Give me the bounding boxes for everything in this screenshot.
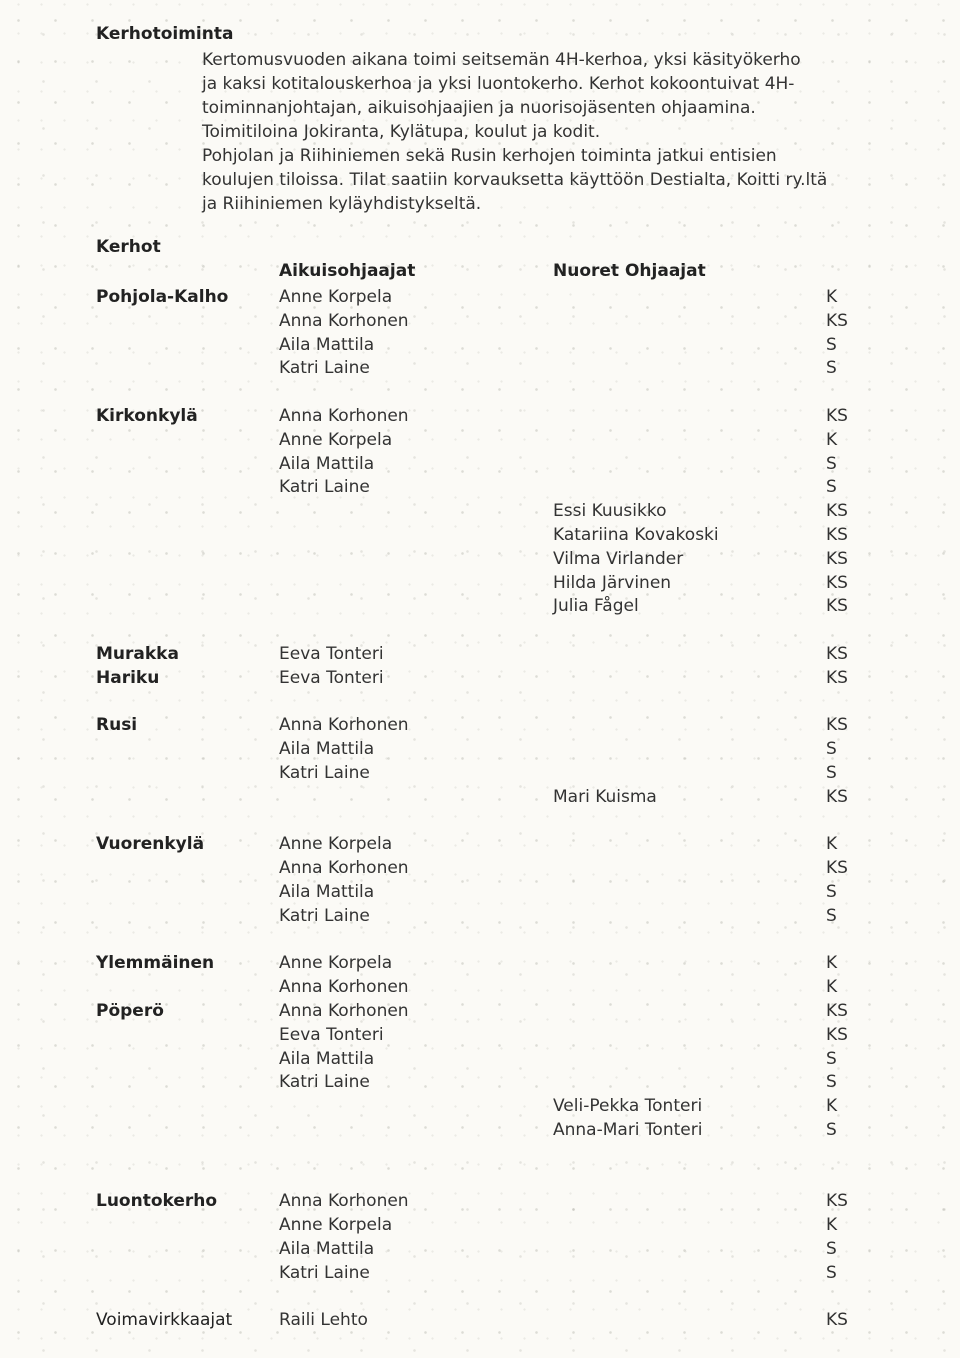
leader-code: KS (826, 572, 848, 593)
adult-leader-name: Katri Laine (279, 358, 370, 379)
leader-code: S (826, 1119, 837, 1140)
adult-leader-name: Anne Korpela (279, 834, 393, 855)
table-row (0, 1047, 960, 1071)
table-row (0, 285, 960, 309)
leader-code: K (826, 429, 838, 450)
intro-line: Kertomusvuoden aikana toimi seitsemän 4H-kerhoa, yksi käsityökerho (202, 50, 801, 70)
leader-code: S (826, 477, 837, 498)
club-name: Rusi (96, 715, 138, 736)
adult-leader-name: Aila Mattila (279, 739, 375, 760)
leader-code: S (826, 739, 837, 760)
adult-leader-name: Aila Mattila (279, 334, 375, 355)
leader-code: S (826, 1072, 837, 1093)
leader-code: KS (826, 715, 848, 736)
intro-paragraph (202, 48, 842, 216)
leader-code: S (826, 1048, 837, 1069)
table-row (0, 1094, 960, 1118)
table-row (0, 880, 960, 904)
adult-leader-name: Anna Korhonen (279, 715, 409, 736)
intro-line: Pohjolan ja Riihiniemen sekä Rusin kerhojen toiminta jatkui entisien (202, 146, 777, 166)
table-row (0, 1261, 960, 1285)
adult-leaders-header: Aikuisohjaajat (279, 261, 416, 281)
table-row (0, 594, 960, 618)
youth-leader-name: Hilda Järvinen (553, 572, 672, 593)
table-row (0, 1308, 960, 1332)
youth-leaders-header: Nuoret Ohjaajat (553, 261, 706, 281)
leader-code: KS (826, 524, 848, 545)
table-row (0, 856, 960, 880)
adult-leader-name: Anne Korpela (279, 1215, 393, 1236)
leader-code: K (826, 287, 838, 307)
club-name: Pohjola-Kalho (96, 287, 229, 307)
table-row (0, 999, 960, 1023)
intro-line: Toimitiloina Jokiranta, Kylätupa, koulut ja kodit. (202, 122, 601, 142)
leader-code: S (826, 1262, 837, 1283)
table-row (0, 713, 960, 737)
table-row (0, 1118, 960, 1142)
table-row (0, 642, 960, 666)
table-row (0, 666, 960, 690)
adult-leader-name: Anne Korpela (279, 953, 393, 974)
adult-leader-name: Anna Korhonen (279, 1000, 409, 1021)
table-row (0, 761, 960, 785)
club-name: Ylemmäinen (96, 953, 215, 974)
table-row (0, 428, 960, 452)
leader-code: KS (826, 548, 848, 569)
table-row (0, 523, 960, 547)
leader-code: KS (826, 405, 848, 426)
adult-leader-name: Anne Korpela (279, 287, 393, 307)
table-row (0, 832, 960, 856)
table-row (0, 785, 960, 809)
youth-leader-name: Mari Kuisma (553, 786, 657, 807)
youth-leader-name: Essi Kuusikko (553, 501, 667, 522)
youth-leader-name: Veli-Pekka Tonteri (553, 1096, 703, 1117)
leader-code: KS (826, 1191, 848, 1212)
table-row (0, 404, 960, 428)
adult-leader-name: Aila Mattila (279, 1048, 375, 1069)
adult-leader-name: Aila Mattila (279, 453, 375, 474)
adult-leader-name: Anne Korpela (279, 429, 393, 450)
table-row (0, 809, 960, 833)
table-row (0, 1070, 960, 1094)
adult-leader-name: Anna Korhonen (279, 977, 409, 998)
club-name: Voimavirkkaajat (96, 1310, 233, 1331)
intro-line: koulujen tiloissa. Tilat saatiin korvauksetta käyttöön Destialta, Koitti ry.ltä (202, 170, 828, 190)
leader-code: KS (826, 786, 848, 807)
adult-leader-name: Katri Laine (279, 762, 370, 783)
table-row (0, 1023, 960, 1047)
table-row (0, 618, 960, 642)
leader-code: S (826, 881, 837, 902)
adult-leader-name: Anna Korhonen (279, 310, 409, 331)
leader-code: K (826, 1215, 838, 1236)
youth-leader-name: Anna-Mari Tonteri (553, 1119, 703, 1140)
table-row (0, 1284, 960, 1308)
table-row (0, 309, 960, 333)
leader-code: K (826, 834, 838, 855)
youth-leader-name: Vilma Virlander (553, 548, 684, 569)
intro-line: toiminnanjohtajan, aikuisohjaajien ja nuorisojäsenten ohjaamina. (202, 98, 756, 118)
section-title: Kerhotoiminta (96, 24, 234, 44)
table-row (0, 1165, 960, 1189)
leader-code: S (826, 334, 837, 355)
table-row (0, 1142, 960, 1166)
table-row (0, 356, 960, 380)
table-row (0, 951, 960, 975)
leader-code: S (826, 905, 837, 926)
leader-code: KS (826, 858, 848, 879)
intro-line: ja kaksi kotitalouskerhoa ja yksi luontokerho. Kerhot kokoontuivat 4H- (202, 74, 795, 94)
table-row (0, 737, 960, 761)
club-name: Hariku (96, 667, 160, 688)
table-row (0, 975, 960, 999)
leader-code: S (826, 358, 837, 379)
adult-leader-name: Katri Laine (279, 477, 370, 498)
leader-code: K (826, 953, 838, 974)
table-row (0, 904, 960, 928)
table-row (0, 499, 960, 523)
club-table (0, 285, 960, 1332)
table-row (0, 1237, 960, 1261)
table-row (0, 571, 960, 595)
leader-code: KS (826, 1000, 848, 1021)
intro-line: ja Riihiniemen kyläyhdistykseltä. (202, 194, 482, 214)
adult-leader-name: Katri Laine (279, 1262, 370, 1283)
leader-code: KS (826, 501, 848, 522)
adult-leader-name: Aila Mattila (279, 881, 375, 902)
youth-leader-name: Julia Fågel (553, 596, 639, 617)
table-row (0, 452, 960, 476)
adult-leader-name: Katri Laine (279, 1072, 370, 1093)
leader-code: KS (826, 310, 848, 331)
clubs-heading: Kerhot (96, 237, 161, 257)
table-row (0, 333, 960, 357)
table-row (0, 380, 960, 404)
club-name: Pöperö (96, 1000, 164, 1021)
table-row (0, 1213, 960, 1237)
adult-leader-name: Anna Korhonen (279, 405, 409, 426)
club-name: Murakka (96, 643, 179, 664)
adult-leader-name: Raili Lehto (279, 1310, 368, 1331)
adult-leader-name: Eeva Tonteri (279, 643, 384, 664)
club-name: Luontokerho (96, 1191, 218, 1212)
leader-code: K (826, 977, 838, 998)
leader-code: K (826, 1096, 838, 1117)
leader-code: KS (826, 643, 848, 664)
adult-leader-name: Eeva Tonteri (279, 667, 384, 688)
adult-leader-name: Aila Mattila (279, 1238, 375, 1259)
adult-leader-name: Eeva Tonteri (279, 1024, 384, 1045)
adult-leader-name: Katri Laine (279, 905, 370, 926)
leader-code: S (826, 762, 837, 783)
leader-code: KS (826, 596, 848, 617)
youth-leader-name: Katariina Kovakoski (553, 524, 719, 545)
adult-leader-name: Anna Korhonen (279, 858, 409, 879)
leader-code: KS (826, 667, 848, 688)
table-row (0, 690, 960, 714)
leader-code: KS (826, 1024, 848, 1045)
leader-code: S (826, 453, 837, 474)
club-name: Kirkonkylä (96, 405, 198, 426)
club-name: Vuorenkylä (96, 834, 205, 855)
table-row (0, 547, 960, 571)
table-row (0, 1189, 960, 1213)
adult-leader-name: Anna Korhonen (279, 1191, 409, 1212)
table-row (0, 475, 960, 499)
table-row (0, 928, 960, 952)
leader-code: S (826, 1238, 837, 1259)
leader-code: KS (826, 1310, 848, 1331)
